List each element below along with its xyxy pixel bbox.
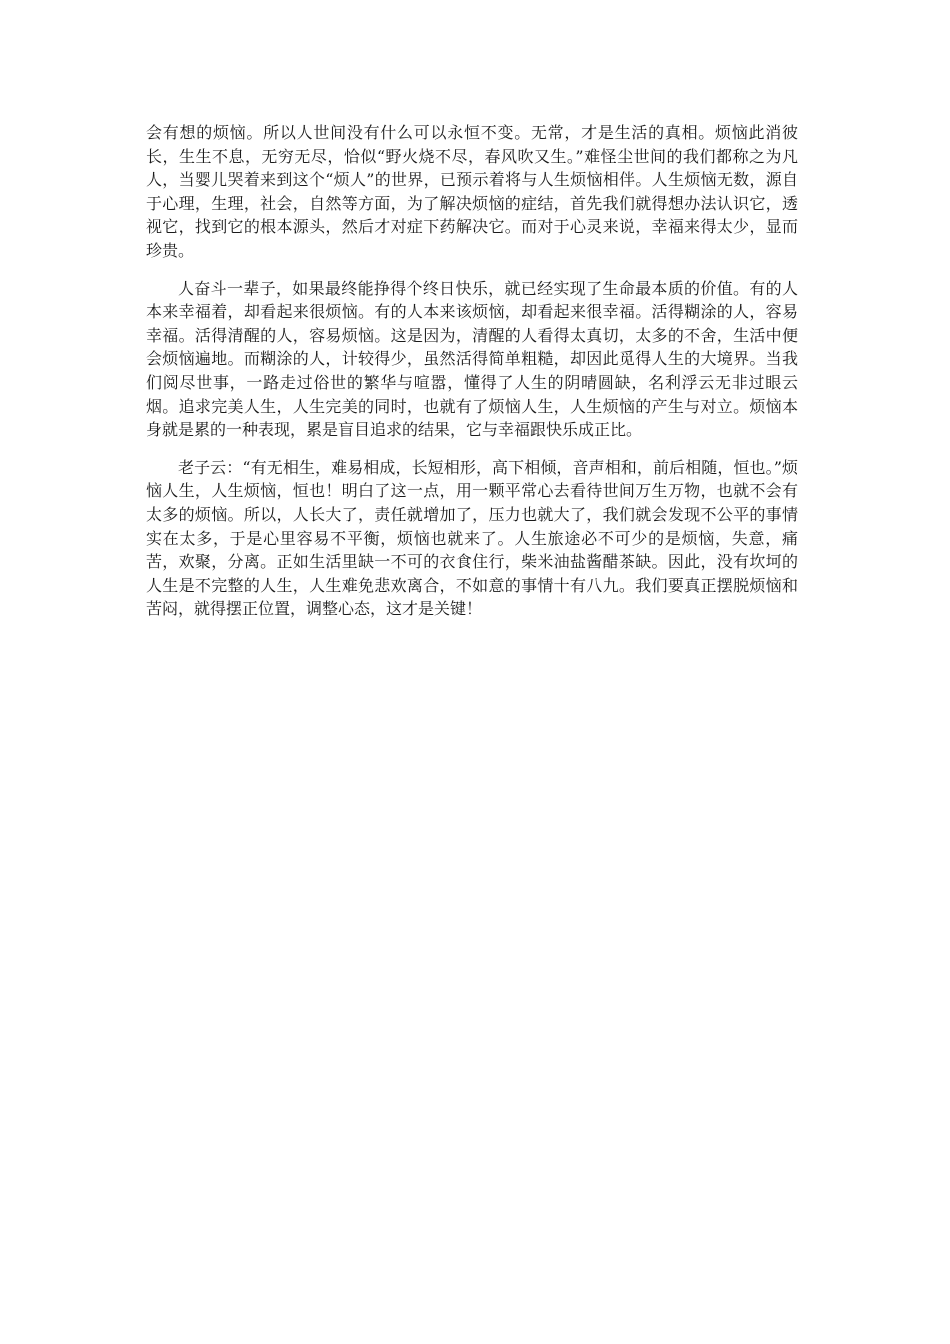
body-text <box>146 121 798 635</box>
paragraph-1: 会有想的烦恼。所以人世间没有什么可以永恒不变。无常，才是生活的真相。烦恼此消彼长，生生不息，无穷无尽，恰似“野火烧不尽，春风吹又生。”难怪尘世间的我们都称之为凡人，当婴儿哭着来到这个“烦人”的世界，已预示着将与人生烦恼相伴。人生烦恼无数，源自于心理，生理，社会，自然等方面，为了解决烦恼的症结，首先我们就得想办法认识它，透视它，找到它的根本源头，然后才对症下药解决它。而对于心灵来说，幸福来得太少，显而珍贵。 <box>146 123 798 260</box>
paragraph-2: 人奋斗一辈子，如果最终能挣得个终日快乐，就已经实现了生命最本质的价值。有的人本来幸福着，却看起来很烦恼。有的人本来该烦恼，却看起来很幸福。活得糊涂的人，容易幸福。活得清醒的人，容易烦恼。这是因为，清醒的人看得太真切，太多的不舍，生活中便会烦恼遍地。而糊涂的人，计较得少，虽然活得简单粗糙，却因此觅得人生的大境界。当我们阅尽世事，一路走过俗世的繁华与喧嚣，懂得了人生的阴晴圆缺，名利浮云无非过眼云烟。追求完美人生，人生完美的同时，也就有了烦恼人生，人生烦恼的产生与对立。烦恼本身就是累的一种表现，累是盲目追求的结果，它与幸福跟快乐成正比。 <box>146 278 798 440</box>
paragraph-3: 老子云：“有无相生，难易相成，长短相形，高下相倾，音声相和，前后相随，恒也。”烦恼人生，人生烦恼，恒也！明白了这一点，用一颗平常心去看待世间万生万物，也就不会有太多的烦恼。所以，人长大了，责任就增加了，压力也就大了，我们就会发现不公平的事情实在太多，于是心里容易不平衡，烦恼也就来了。人生旅途必不可少的是烦恼，失意，痛苦，欢聚，分离。正如生活里缺一不可的衣食住行，柴米油盐酱醋茶缺。因此，没有坎坷的人生是不完整的人生，人生难免悲欢离合，不如意的事情十有八九。我们要真正摆脱烦恼和苦闷，就得摆正位置，调整心态，这才是关键！ <box>146 457 798 619</box>
